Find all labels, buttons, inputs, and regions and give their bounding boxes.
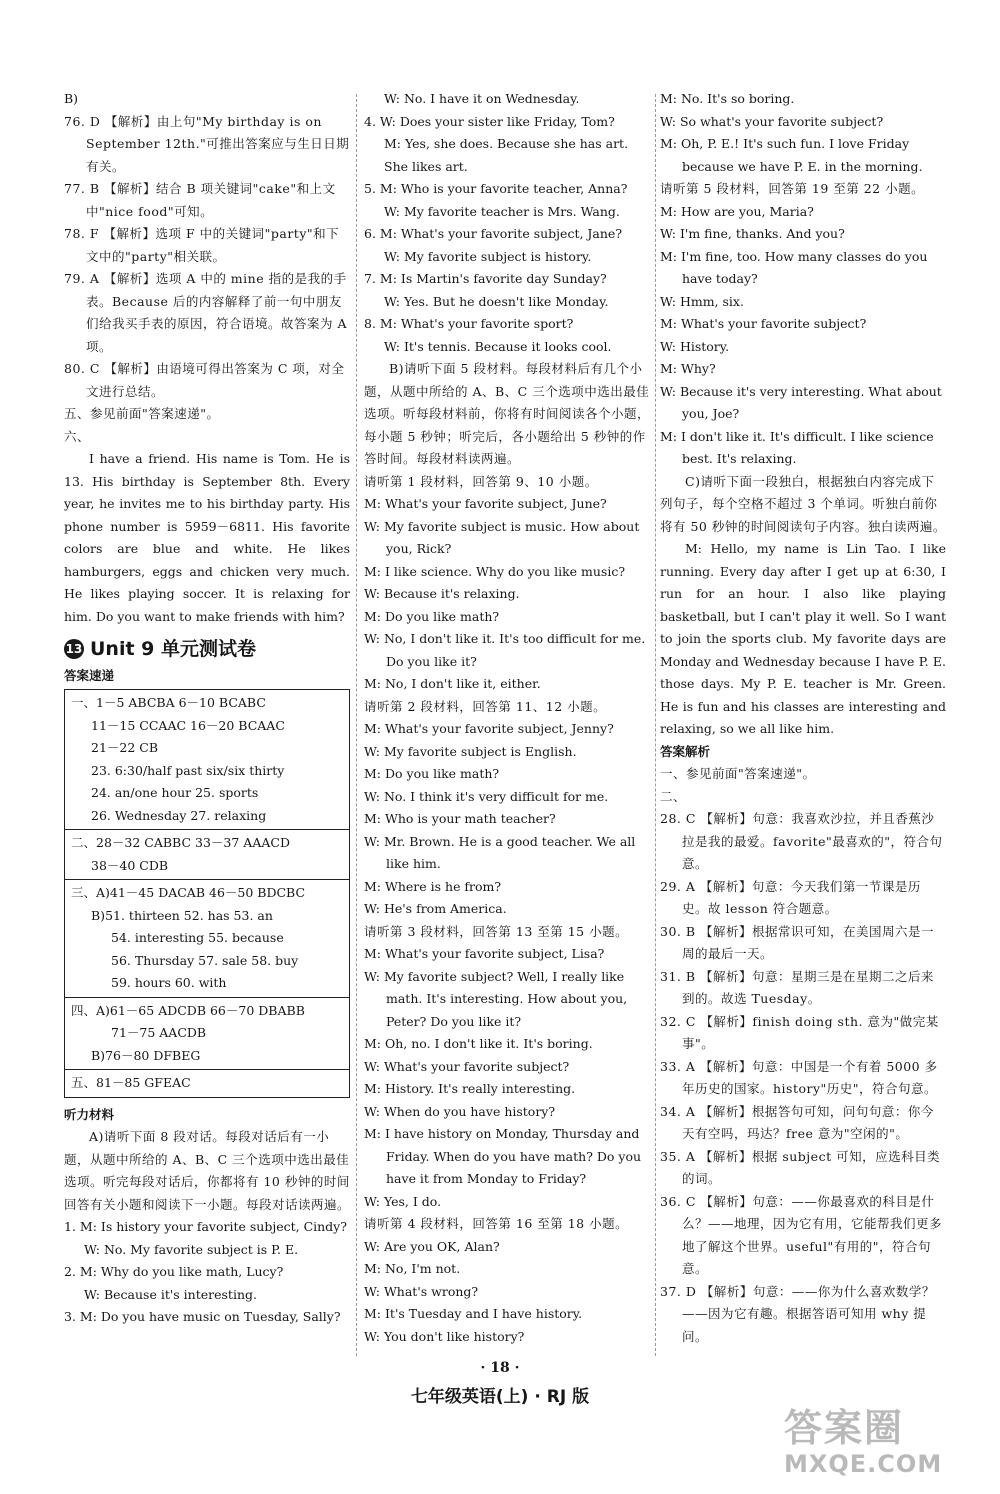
dialog-line: W: No. I have it on Wednesday. (384, 91, 580, 106)
answer-line: B)51. thirteen 52. has 53. an (91, 907, 273, 923)
column-right (660, 88, 946, 1348)
unit-title: Unit 9 单元测试卷 (90, 638, 256, 660)
dialog-line: M: Do you like math? (364, 608, 500, 624)
dialog-line: M: How are you, Maria? (660, 203, 814, 219)
column-divider (356, 94, 357, 1356)
dialog-line: W: Are you OK, Alan? (364, 1238, 500, 1254)
dialog-line: M: Why? (660, 361, 716, 376)
dialog-list (364, 471, 650, 1349)
dialog-line: W: No, I don't like it. It's too difficult for me. Do you like it? (364, 631, 646, 669)
answer-explanation: 36. C 【解析】句意：——你最喜欢的科目是什么？——地理，因为它有用，它能帮我们更多地了解这个世界。useful"有用的"，符合句意。 (660, 1193, 943, 1276)
dialog-line: W: My favorite subject is English. (364, 743, 577, 759)
dialog-line: W: Mr. Brown. He is a good teacher. We all like him. (364, 833, 636, 871)
answer-explanation: 78. F 【解析】选项 F 中的关键词"party"和下文中的"party"相关联。 (64, 226, 340, 264)
monologue-text: M: Hello, my name is Lin Tao. I like running. Every day after I get up at 6:30, I run for an hour. I also like playing basketball, but I can't play it well. So I want to join the sports club. My favorite days are Monday and Wednesday because I have P. E. those days. My P. E. teacher is Mr. Green. He is fun and his classes are interesting and relaxing, so we all like him. (660, 541, 946, 736)
answer-line: 54. interesting 55. because (111, 930, 284, 945)
dialog-line: 8. M: What's your favorite sport? (364, 316, 574, 331)
column-middle (364, 88, 650, 1348)
dialog-line: W: Because it's very interesting. What about you, Joe? (660, 383, 942, 421)
answer-explanation: 32. C 【解析】finish doing sth. 意为"做完某事"。 (660, 1013, 939, 1051)
answer-explanation: 34. A 【解析】根据答句可知，问句句意：你今天有空吗，玛达？free 意为"空闲的"。 (660, 1103, 934, 1141)
book-title: 七年级英语(上) · RJ 版 (410, 1387, 590, 1407)
section-instructions: B)请听下面 5 段材料。每段材料后有几个小题，从题中所给的 A、B、C 三个选项中选出最佳选项。听每段材料前，你将有时间阅读各个小题，每小题 5 秒钟；听完后，各小题给出 5 秒钟的作答时间。每段材料读两遍。 (364, 361, 651, 466)
column-divider (655, 94, 656, 1356)
answer-explanation: 80. C 【解析】由语境可得出答案为 C 项，对全文进行总结。 (64, 361, 345, 399)
answer-explanation: 29. A 【解析】句意：今天我们第一节课是历史。故 lesson 符合题意。 (660, 878, 921, 916)
dialog-line: M: Where is he from? (364, 878, 502, 894)
essay-paragraph: I have a friend. His name is Tom. He is 13. His birthday is September 8th. Every year, he invites me to his birthday party. His phone number is 5959－6811. His favorite colors are blue and white. He likes hamburgers, eggs and chicken very much. He likes playing soccer. It is relaxing for him. Do you want to make friends with him? (64, 451, 350, 624)
dialog-line: 请听第 5 段材料，回答第 19 至第 22 小题。 (660, 181, 925, 196)
dialog-line: 7. M: Is Martin's favorite day Sunday? (364, 271, 607, 286)
answer-explanation: 33. A 【解析】句意：中国是一个有着 5000 多年历史的国家。history"历史"，符合句意。 (660, 1058, 938, 1096)
text-line: 五、参见前面"答案速递"。 (64, 406, 220, 421)
dialog-line: M: Oh, no. I don't like it. It's boring. (364, 1036, 593, 1051)
text-line: 二、 (660, 788, 687, 804)
answer-explanation: 76. D 【解析】由上句"My birthday is on September 12th."可推出答案应与生日日期有关。 (64, 113, 350, 174)
dialog-line: 请听第 2 段材料，回答第 11、12 小题。 (364, 698, 607, 714)
dialog-line: W: Because it's relaxing. (364, 586, 520, 601)
dialog-line: W: You don't like history? (364, 1328, 525, 1344)
answer-line: 五、81－85 GFEAC (71, 1075, 191, 1090)
answer-explanation: 79. A 【解析】选项 A 中的 mine 指的是我的手表。Because 后的内容解释了前一句中朋友们给我买手表的原因，符合语境。故答案为 A 项。 (64, 271, 348, 354)
answer-key-box (64, 689, 350, 1098)
dialog-line: W: Yes, I do. (364, 1193, 442, 1209)
answer-explanation: 28. C 【解析】句意：我喜欢沙拉，并且香蕉沙拉是我的最爱。favorite"最喜欢的"，符合句意。 (660, 811, 943, 871)
answer-line: 59. hours 60. with (111, 975, 227, 990)
dialog-line: 5. M: Who is your favorite teacher, Anna? (364, 181, 628, 196)
answer-line: 38－40 CDB (91, 857, 169, 873)
dialog-line: M: What's your favorite subject, June? (364, 496, 607, 511)
dialog-line: 3. M: Do you have music on Tuesday, Sally? (64, 1309, 341, 1324)
answer-group (65, 880, 349, 998)
answer-line: 26. Wednesday 27. relaxing (91, 807, 267, 823)
dialog-line: W: My favorite teacher is Mrs. Wang. (384, 203, 620, 219)
dialog-line: W: My favorite subject is history. (384, 248, 592, 264)
dialog-line: M: History. It's really interesting. (364, 1081, 576, 1096)
dialog-line: M: Yes, she does. Because she has art. She likes art. (384, 136, 629, 174)
listening-intro: A)请听下面 8 段对话。每段对话后有一小题，从题中所给的 A、B、C 三个选项中选出最佳选项。听完每段对话后，你都将有 10 秒钟的时间回答有关小题和阅读下一小题。每段对话读两遍。 (64, 1129, 351, 1212)
dialog-line: W: My favorite subject? Well, I really like math. It's interesting. How about you, Peter? Do you like it? (364, 968, 628, 1029)
answer-line: 71－75 AACDB (111, 1025, 207, 1040)
answer-group (65, 690, 349, 830)
dialog-line: M: I like science. Why do you like music? (364, 563, 626, 579)
watermark-url: MXQE.COM (784, 1450, 943, 1478)
answer-line: 二、28－32 CABBC 33－37 AAACD (71, 835, 290, 850)
dialog-line: W: No. My favorite subject is P. E. (84, 1241, 299, 1257)
page-number: · 18 · (480, 1360, 520, 1376)
section-instructions: C)请听下面一段独白，根据独白内容完成下列句子，每个空格不超过 3 个单词。听独白前你将有 50 秒钟的时间阅读句子内容。独白读两遍。 (660, 473, 946, 534)
dialog-line: W: History. (660, 338, 730, 354)
dialog-line: M: No. It's so boring. (660, 91, 795, 106)
answer-explanation: 31. B 【解析】句意：星期三是在星期二之后来到的。故选 Tuesday。 (660, 968, 935, 1006)
watermark-text: 答案圈 (784, 1406, 905, 1450)
dialog-line: W: What's wrong? (364, 1283, 479, 1299)
answer-line: 三、A)41－45 DACAB 46－50 BDCBC (71, 885, 306, 900)
column-left (64, 88, 350, 1329)
answer-line: 56. Thursday 57. sale 58. buy (111, 952, 299, 968)
dialog-line: M: I don't like it. It's difficult. I like science best. It's relaxing. (660, 428, 934, 466)
dialog-line: 4. W: Does your sister like Friday, Tom? (364, 113, 615, 129)
watermark-logo (784, 1406, 984, 1486)
listening-heading: 听力材料 (64, 1106, 115, 1122)
answer-line: 11－15 CCAAC 16－20 BCAAC (91, 717, 285, 733)
answer-group (65, 830, 349, 880)
answer-line: 23. 6:30/half past six/six thirty (91, 762, 285, 778)
dialog-line: M: What's your favorite subject? (660, 316, 867, 331)
dialog-line: 2. M: Why do you like math, Lucy? (64, 1264, 284, 1279)
dialog-line: W: What's your favorite subject? (364, 1058, 570, 1074)
text-line: 一、参见前面"答案速递"。 (660, 766, 816, 781)
dialog-line: W: Hmm, six. (660, 293, 744, 309)
dialog-line: 6. M: What's your favorite subject, Jane? (364, 226, 623, 241)
dialog-line: M: Who is your math teacher? (364, 811, 556, 826)
dialog-line: 1. M: Is history your favorite subject, Cindy? (64, 1219, 347, 1234)
dialog-line: M: I have history on Monday, Thursday and Friday. When do you have math? Do you have it from Monday to Friday? (364, 1126, 642, 1186)
dialog-line: 请听第 1 段材料，回答第 9、10 小题。 (364, 473, 598, 489)
dialog-line: W: When do you have history? (364, 1103, 556, 1119)
dialog-line: M: What's your favorite subject, Lisa? (364, 946, 605, 961)
dialog-line: W: My favorite subject is music. How about you, Rick? (364, 518, 640, 556)
answer-line: 24. an/one hour 25. sports (91, 785, 259, 800)
answer-group (65, 1070, 349, 1097)
answers-heading: 答案速递 (64, 667, 115, 683)
dialog-line: W: Because it's interesting. (84, 1286, 257, 1302)
dialog-line: W: So what's your favorite subject? (660, 113, 884, 129)
answer-line: 一、1－5 ABCBA 6－10 BCABC (71, 695, 266, 710)
answer-explanation: 35. A 【解析】根据 subject 可知，应选科目类的词。 (660, 1148, 941, 1186)
answer-explanation: 37. D 【解析】句意：——你为什么喜欢数学？——因为它有趣。根据答语可知用 why 提问。 (660, 1283, 935, 1344)
dialog-line: M: No, I don't like it, either. (364, 676, 541, 691)
answer-explanation: 77. B 【解析】结合 B 项关键词"cake"和上文中"nice food"可知。 (64, 181, 336, 219)
dialog-line: W: Yes. But he doesn't like Monday. (384, 293, 609, 309)
dialog-line: W: It's tennis. Because it looks cool. (384, 338, 612, 354)
text-line: B) (64, 91, 79, 106)
answer-line: B)76－80 DFBEG (91, 1047, 201, 1063)
dialog-line: 请听第 3 段材料，回答第 13 至第 15 小题。 (364, 923, 629, 939)
dialog-line: W: No. I think it's very difficult for me. (364, 788, 609, 804)
dialog-line: M: Do you like math? (364, 766, 500, 781)
answer-group (65, 998, 349, 1071)
dialog-line: M: It's Tuesday and I have history. (364, 1306, 583, 1321)
dialog-line: 请听第 4 段材料，回答第 16 至第 18 小题。 (364, 1216, 629, 1231)
unit-number-badge: 13 (64, 639, 84, 659)
analysis-heading: 答案解析 (660, 743, 711, 759)
dialog-line: M: What's your favorite subject, Jenny? (364, 721, 614, 736)
dialog-line: W: He's from America. (364, 901, 507, 916)
unit-heading (64, 638, 350, 661)
dialog-line: M: I'm fine, too. How many classes do you have today? (660, 248, 928, 286)
dialog-line: M: No, I'm not. (364, 1261, 461, 1276)
answer-line: 21－22 CB (91, 740, 159, 755)
answer-explanation: 30. B 【解析】根据常识可知，在美国周六是一周的最后一天。 (660, 923, 935, 961)
answer-line: 四、A)61－65 ADCDB 66－70 DBABB (71, 1002, 305, 1018)
text-line: 六、 (64, 428, 91, 444)
dialog-line: W: I'm fine, thanks. And you? (660, 226, 845, 241)
dialog-line: M: Oh, P. E.! It's such fun. I love Friday because we have P. E. in the morning. (660, 136, 923, 174)
